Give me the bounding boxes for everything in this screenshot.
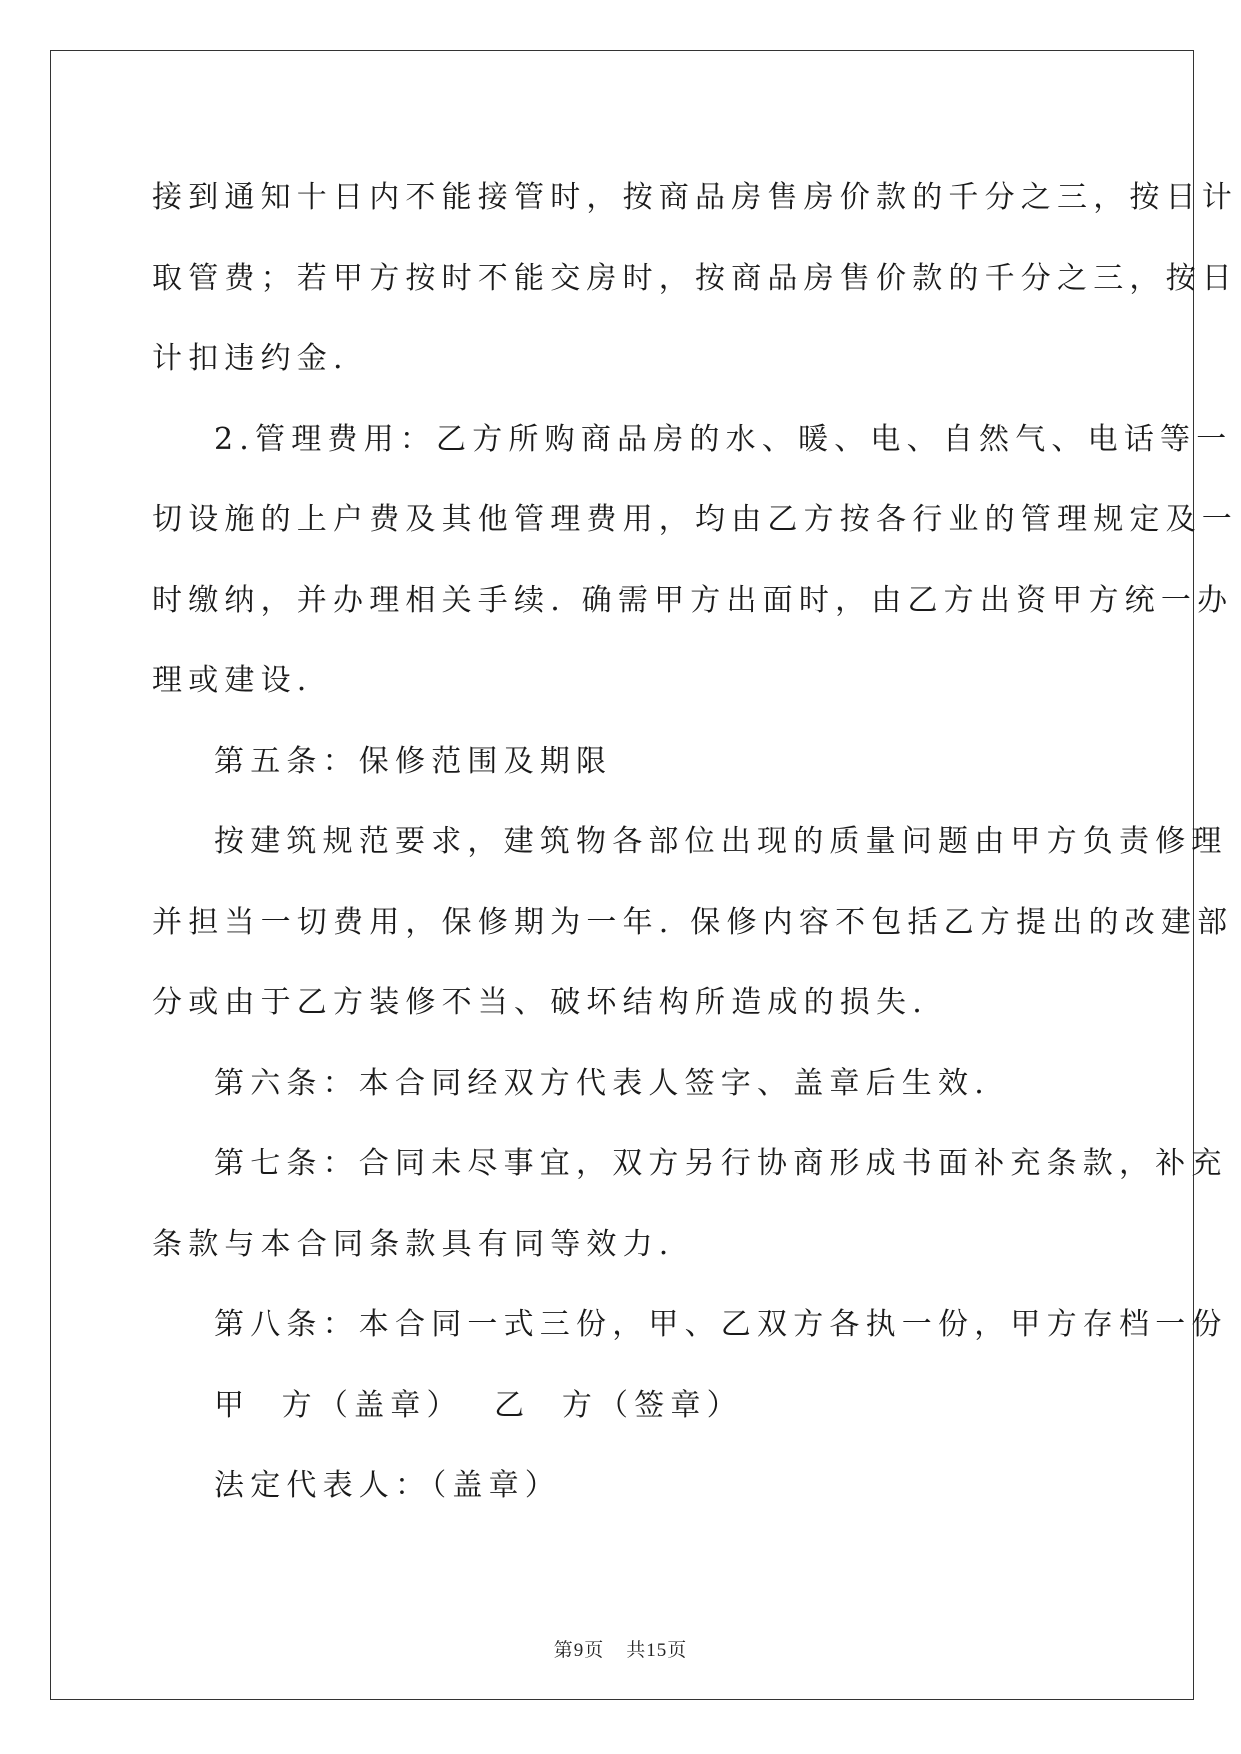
- page-suffix: 页: [584, 1639, 605, 1661]
- paragraph-takeover-penalty: [152, 158, 1238, 400]
- text-line: 法定代表人：（盖章）: [214, 1468, 561, 1503]
- text-line: 切设施的上户费及其他管理费用，均由乙方按各行业的管理规定及一: [152, 502, 1238, 537]
- text-line: 2.管理费用：乙方所购商品房的水、暖、电、自然气、电话等一: [214, 421, 1233, 457]
- paragraph-warranty: [152, 802, 1234, 1044]
- signature-parties: [152, 1366, 1090, 1447]
- text-line: 第六条：本合同经双方代表人签字、盖章后生效.: [214, 1065, 990, 1101]
- text-line: 接到通知十日内不能接管时，按商品房售房价款的千分之三，按日计: [152, 180, 1238, 215]
- text-line: 分或由于乙方装修不当、破坏结构所造成的损失.: [152, 985, 928, 1020]
- total-suffix: 页: [667, 1639, 688, 1661]
- article-five-heading: [152, 722, 1090, 803]
- text-line: 第八条：本合同一式三份，甲、乙双方各执一份，甲方存档一份: [214, 1307, 1228, 1342]
- text-line: 计扣违约金.: [152, 341, 349, 376]
- article-eight: [152, 1285, 1228, 1366]
- total-pages: 15: [646, 1640, 668, 1661]
- paragraph-management-fees: [152, 400, 1238, 722]
- total-prefix: 共: [626, 1639, 647, 1661]
- page-prefix: 第: [553, 1639, 574, 1661]
- document-body: [152, 158, 1238, 1527]
- page-footer: [0, 1635, 1241, 1662]
- text-line: 第七条：合同未尽事宜，双方另行协商形成书面补充条款，补充: [214, 1146, 1228, 1181]
- text-line: 条款与本合同条款具有同等效力.: [152, 1226, 675, 1262]
- text-line: 取管费；若甲方按时不能交房时，按商品房售价款的千分之三，按日: [152, 260, 1238, 296]
- text-line: 理或建设.: [152, 663, 313, 698]
- text-line: 并担当一切费用，保修期为一年. 保修内容不包括乙方提出的改建部: [152, 904, 1234, 940]
- text-line: 甲 方（盖章） 乙 方（签章）: [214, 1387, 743, 1423]
- text-line: 按建筑规范要求，建筑物各部位出现的质量问题由甲方负责修理: [214, 824, 1228, 859]
- legal-representative: [152, 1446, 1090, 1527]
- article-seven: [152, 1124, 1228, 1285]
- page-number: 9: [573, 1640, 585, 1661]
- text-line: 时缴纳，并办理相关手续. 确需甲方出面时，由乙方出资甲方统一办: [152, 582, 1234, 618]
- article-six: [152, 1044, 1090, 1125]
- text-line: 第五条：保修范围及期限: [214, 743, 613, 779]
